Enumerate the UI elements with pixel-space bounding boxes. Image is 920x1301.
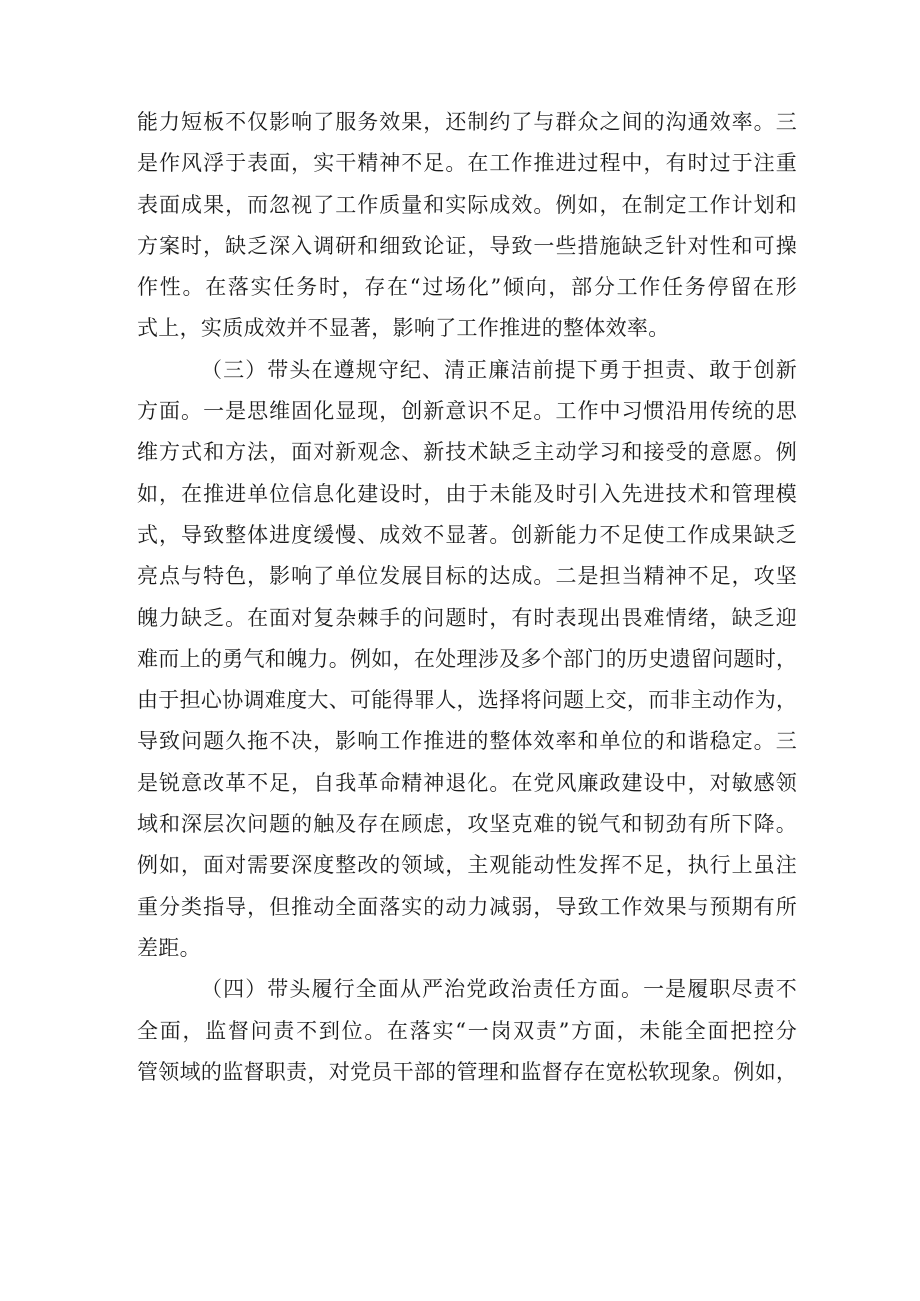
text-line: 魄力缺乏。在面对复杂棘手的问题时，有时表现出畏难情绪，缺乏迎	[137, 605, 797, 630]
text-line: 维方式和方法，面对新观念、新技术缺乏主动学习和接受的意愿。例	[137, 440, 797, 465]
text-line: 方案时，缺乏深入调研和细致论证，导致一些措施缺乏针对性和可操	[137, 233, 797, 258]
text-line: 管领域的监督职责，对党员干部的管理和监督存在宽松软现象。例如，	[137, 1059, 798, 1084]
text-line: 如，在推进单位信息化建设时，由于未能及时引入先进技术和管理模	[137, 481, 797, 506]
text-line: 由于担心协调难度大、可能得罪人，选择将问题上交，而非主动作为，	[137, 688, 798, 713]
text-line: 全面，监督问责不到位。在落实“一岗双责”方面，未能全面把控分	[137, 1018, 797, 1043]
text-line: 难而上的勇气和魄力。例如，在处理涉及多个部门的历史遗留问题时，	[137, 646, 798, 671]
text-line: 亮点与特色，影响了单位发展目标的达成。二是担当精神不足，攻坚	[137, 564, 797, 589]
text-line: 能力短板不仅影响了服务效果，还制约了与群众之间的沟通效率。三	[137, 110, 797, 134]
text-line: 式，导致整体进度缓慢、成效不显著。创新能力不足使工作成果缺乏	[137, 522, 797, 547]
text-line: （三）带头在遵规守纪、清正廉洁前提下勇于担责、敢于创新	[201, 357, 797, 382]
text-line: 是作风浮于表面，实干精神不足。在工作推进过程中，有时过于注重	[137, 151, 797, 176]
document-body	[137, 102, 797, 1093]
text-line: 导致问题久拖不决，影响工作推进的整体效率和单位的和谐稳定。三	[137, 729, 797, 754]
text-line: 例如，面对需要深度整改的领域，主观能动性发挥不足，执行上虽注	[137, 853, 797, 878]
text-line: 域和深层次问题的触及存在顾虑，攻坚克难的锐气和韧劲有所下降。	[137, 812, 797, 837]
text-line: 差距。	[137, 935, 201, 960]
text-line: 式上，实质成效并不显著，影响了工作推进的整体效率。	[137, 316, 670, 341]
text-line: （四）带头履行全面从严治党政治责任方面。一是履职尽责不	[201, 977, 797, 1002]
text-line: 是锐意改革不足，自我革命精神退化。在党风廉政建设中，对敏感领	[137, 770, 797, 795]
text-line: 方面。一是思维固化显现，创新意识不足。工作中习惯沿用传统的思	[137, 399, 797, 424]
text-line: 表面成果，而忽视了工作质量和实际成效。例如，在制定工作计划和	[137, 192, 797, 217]
text-line: 重分类指导，但推动全面落实的动力减弱，导致工作效果与预期有所	[137, 894, 797, 919]
text-line: 作性。在落实任务时，存在“过场化”倾向，部分工作任务停留在形	[137, 275, 797, 300]
